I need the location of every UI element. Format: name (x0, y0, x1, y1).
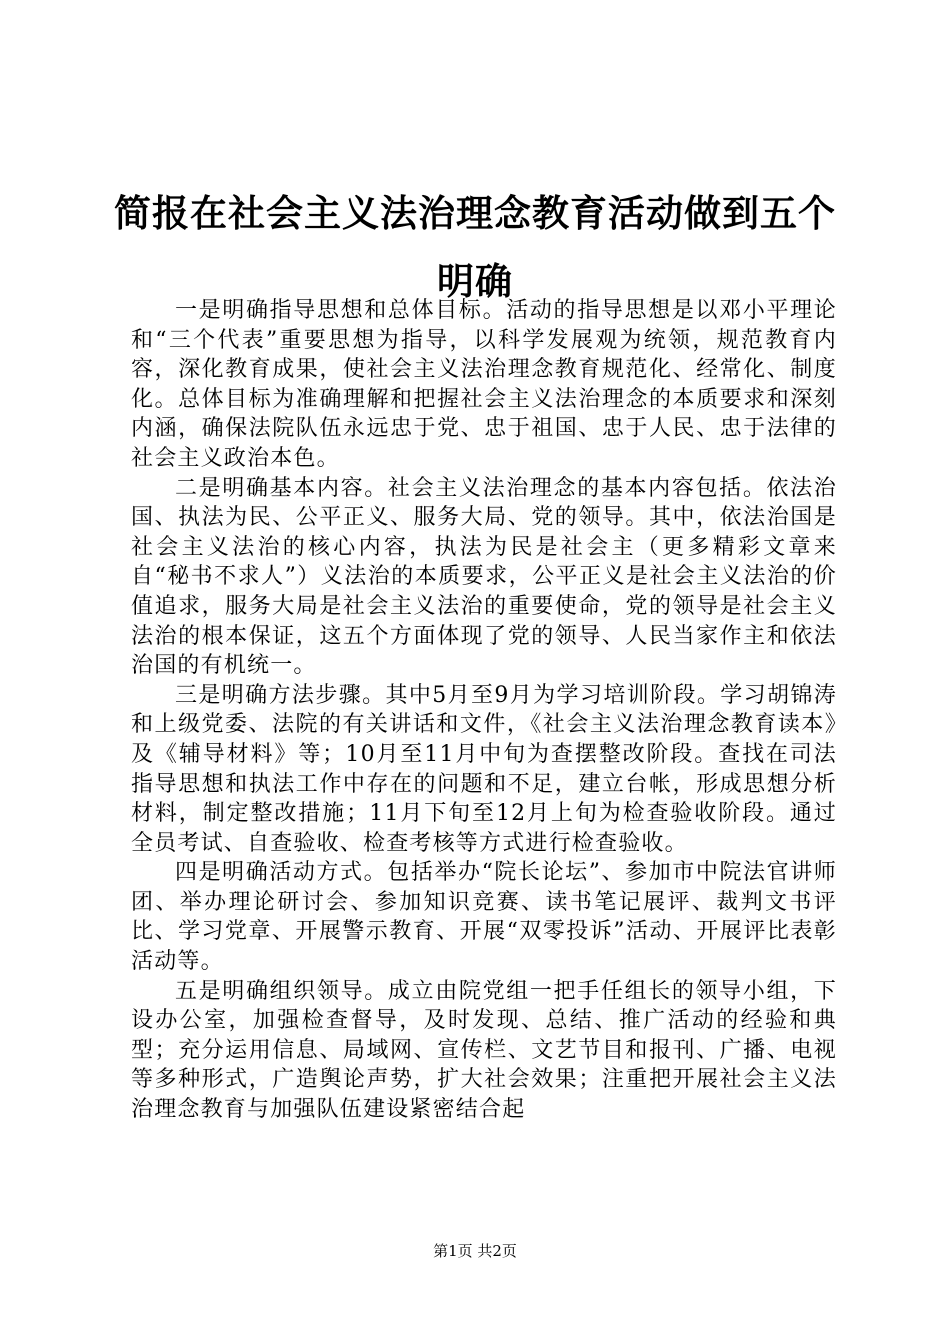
document-body (131, 296, 837, 1125)
paragraph-1: 一是明确指导思想和总体目标。活动的指导思想是以邓小平理论和“三个代表”重要思想为指导，以科学发展观为统领，规范教育内容，深化教育成果，使社会主义法治理念教育规范化、经常化、制度化。总体目标为准确理解和把握社会主义法治理念的本质要求和深刻内涵，确保法院队伍永远忠于党、忠于祖国、忠于人民、忠于法律的社会主义政治本色。 (131, 298, 837, 471)
paragraph-4: 四是明确活动方式。包括举办“院长论坛”、参加市中院法官讲师团、举办理论研讨会、参加知识竞赛、读书笔记展评、裁判文书评比、学习党章、开展警示教育、开展“双零投诉”活动、开展评比表彰活动等。 (131, 860, 837, 975)
page-footer: 第1页 共2页 (433, 1242, 517, 1260)
paragraph-2: 二是明确基本内容。社会主义法治理念的基本内容包括。依法治国、执法为民、公平正义、服务大局、党的领导。其中，依法治国是社会主义法治的核心内容，执法为民是社会主（更多精彩文章来自“秘书不求人”）义法治的本质要求，公平正义是社会主义法治的价值追求，服务大局是社会主义法治的重要使命，党的领导是社会主义法治的根本保证，这五个方面体现了党的领导、人民当家作主和依法治国的有机统一。 (131, 475, 837, 679)
document-title: 简报在社会主义法治理念教育活动做到五个明确 (114, 192, 836, 303)
paragraph-3: 三是明确方法步骤。其中5月至9月为学习培训阶段。学习胡锦涛和上级党委、法院的有关讲话和文件，《社会主义法治理念教育读本》及《辅导材料》等；10月至11月中旬为查摆整改阶段。查找在司法指导思想和执法工作中存在的问题和不足，建立台帐，形成思想分析材料，制定整改措施；11月下旬至12月上旬为检查验收阶段。通过全员考试、自查验收、检查考核等方式进行检查验收。 (131, 682, 837, 856)
paragraph-5: 五是明确组织领导。成立由院党组一把手任组长的领导小组，下设办公室，加强检查督导，及时发现、总结、推广活动的经验和典型；充分运用信息、局域网、宣传栏、文艺节目和报刊、广播、电视等多种形式，广造舆论声势，扩大社会效果；注重把开展社会主义法治理念教育与加强队伍建设紧密结合起 (131, 978, 837, 1123)
